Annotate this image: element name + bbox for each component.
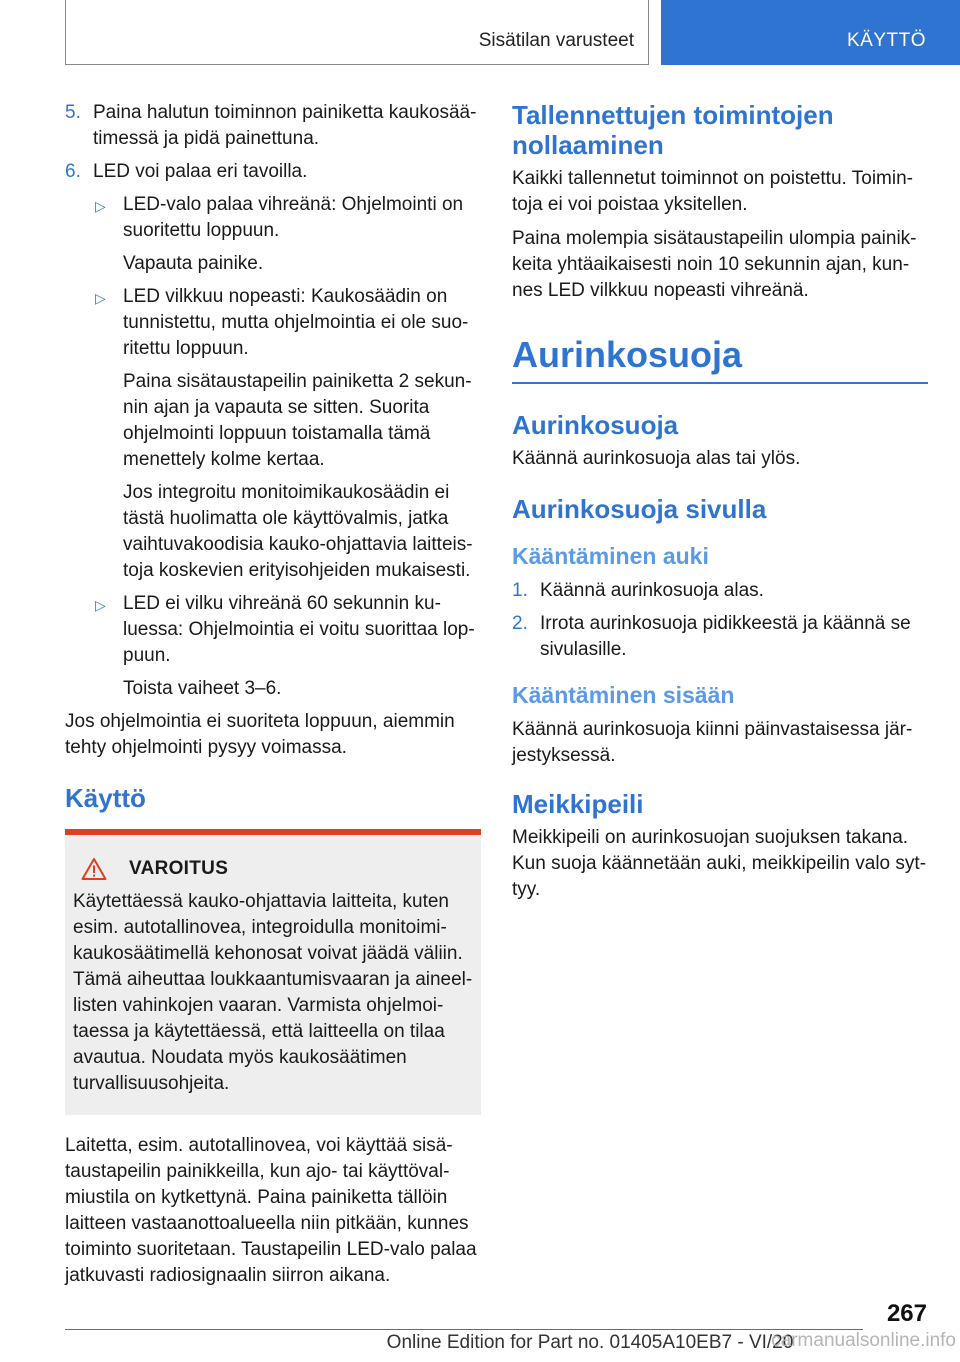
- sub-item-no-flash: [65, 591, 481, 669]
- warning-box: [65, 829, 481, 1115]
- chapter-tab: [661, 0, 960, 65]
- triangle-bullet-icon: ▷: [95, 198, 106, 214]
- triangle-bullet-icon: ▷: [95, 290, 106, 306]
- heading-sunvisor-side: Aurinkosuoja sivulla: [512, 494, 767, 524]
- section-tab: [65, 0, 649, 65]
- page-header: [0, 0, 960, 66]
- section-title: Sisätilan varusteet: [478, 30, 634, 51]
- step-text: Irrota aurinkosuoja pidikkeestä ja käännä se sivulasille.: [540, 613, 911, 660]
- step-number: 5.: [65, 102, 81, 123]
- footer-divider: [65, 1329, 863, 1330]
- heading-mirror: Meikkipeili: [512, 789, 644, 819]
- paragraph: Laitetta, esim. autotallinovea, voi käyttää sisätaustapeilin painikkeilla, kun ajo- tai käyttövalmiustila on kytkettynä. Paina painiketta tällöin laitteen vastaanottoalueella niin pitkään, kunnes toiminto suoritetaan. Taustapeilin LED-valo palaa jatkuvasti radiosignaalin siirron aikana.: [65, 1135, 477, 1286]
- sub-item-green: [65, 192, 481, 244]
- left-column: [65, 100, 481, 1297]
- sub-item-flashing: [65, 284, 481, 362]
- step-text: LED voi palaa eri tavoilla.: [93, 161, 308, 182]
- step-text: Käännä aurinkosuoja alas.: [540, 580, 764, 601]
- heading-sunvisor-main: Aurinkosuoja: [512, 334, 928, 384]
- sub-item-text: LED ei vilku vihreänä 60 sekunnin kuluessa: Ohjelmointia ei voitu suorittaa loppuun.: [123, 593, 475, 666]
- paragraph: Paina molempia sisätaustapeilin ulompia painikkeita yhtäaikaisesti noin 10 sekunnin ajan, kunnes LED vilkkuu nopeasti vihreänä.: [512, 228, 917, 301]
- paragraph: Käännä aurinkosuoja alas tai ylös.: [512, 448, 801, 469]
- warning-triangle-icon: [81, 857, 107, 881]
- step-number: 6.: [65, 161, 81, 182]
- heading-kaytto: Käyttö: [65, 783, 146, 813]
- step-number: 1.: [512, 580, 528, 601]
- page-number: 267: [886, 1300, 927, 1327]
- step-number: 2.: [512, 613, 528, 634]
- heading-open: Kääntäminen auki: [512, 543, 709, 569]
- sub-item-continuation: Jos integroitu monitoimikaukosäädin ei tästä huolimatta ole käyttövalmis, jatka vaihtuvakoodisia kauko-ohjattavia laitteistoja koskevien erityisohjeiden mukaisesti.: [123, 482, 473, 581]
- step-6: [65, 159, 481, 185]
- open-step-1: [512, 578, 928, 604]
- sub-item-continuation: Toista vaiheet 3–6.: [123, 678, 282, 699]
- warning-title: VAROITUS: [129, 858, 229, 879]
- paragraph: Jos ohjelmointia ei suoriteta loppuun, aiemmin tehty ohjelmointi pysyy voimassa.: [65, 711, 455, 758]
- warning-header: [73, 857, 473, 881]
- sub-item-text: LED-valo palaa vihreänä: Ohjelmointi on suoritettu loppuun.: [123, 194, 464, 241]
- open-step-2: [512, 611, 928, 663]
- footer-edition: Online Edition for Part no. 01405A10EB7 - VI/20: [386, 1332, 794, 1353]
- step-text: Paina halutun toiminnon painiketta kaukosäätimessä ja pidä painettuna.: [93, 102, 477, 149]
- warning-text: Käytettäessä kauko-ohjattavia laitteita, kuten esim. autotallinovea, integroidulla monitoimikaukosäätimellä kehonosat voivat jäädä väliin. Tämä aiheuttaa loukkaantumisvaaran ja aineellisten vahinkojen vaaran. Varmista ohjelmoitaessa ja käytettäessä, että laitteella on tilaa avautua. Noudata myös kaukosäätimen turvallisuusohjeita.: [73, 891, 473, 1094]
- sub-item-continuation: Vapauta painike.: [123, 253, 264, 274]
- sub-item-text: LED vilkkuu nopeasti: Kaukosäädin on tunnistettu, mutta ohjelmointia ei ole suoritettu loppuun.: [123, 286, 469, 359]
- paragraph: Käännä aurinkosuoja kiinni päinvastaisessa järjestyksessä.: [512, 719, 913, 766]
- right-column: [512, 100, 928, 911]
- paragraph: Kaikki tallennetut toiminnot on poistettu. Toimintoja ei voi poistaa yksitellen.: [512, 168, 913, 215]
- watermark: carmanualsonline.info: [771, 1330, 956, 1351]
- heading-close: Kääntäminen sisään: [512, 682, 735, 708]
- heading-reset: Tallennettujen toimintojen nollaaminen: [512, 100, 834, 160]
- heading-sunvisor: Aurinkosuoja: [512, 410, 679, 440]
- sub-item-continuation: Paina sisätaustapeilin painiketta 2 sekunnin ajan ja vapauta se sitten. Suorita ohjelmointi loppuun toistamalla tämä menettely kolme kertaa.: [123, 371, 472, 470]
- chapter-title: KÄYTTÖ: [846, 30, 926, 51]
- step-5: [65, 100, 481, 152]
- paragraph: Meikkipeili on aurinkosuojan suojuksen takana. Kun suoja käännetään auki, meikkipeilin valo syttyy.: [512, 827, 927, 900]
- triangle-bullet-icon: ▷: [95, 597, 106, 613]
